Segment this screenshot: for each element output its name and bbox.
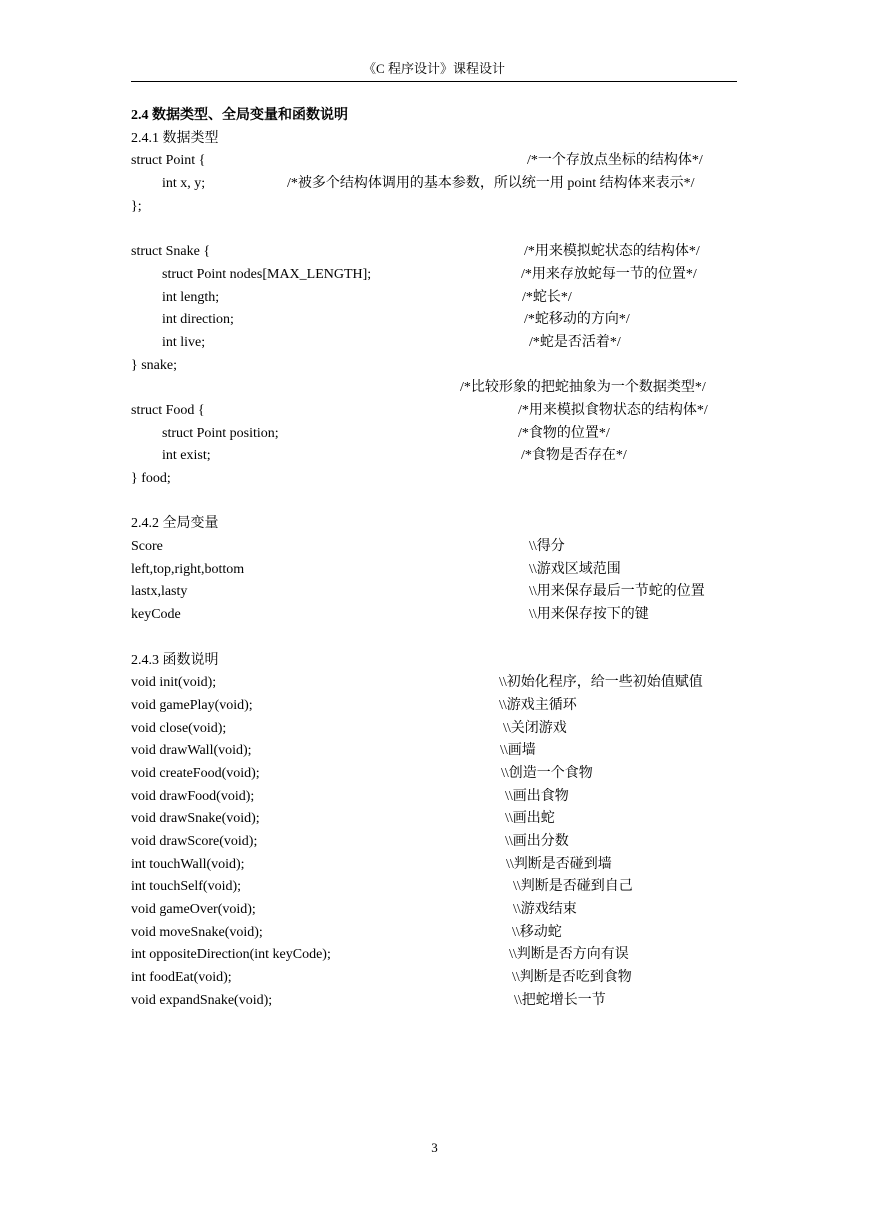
code-line [131, 332, 737, 355]
code-line [131, 287, 737, 310]
function-comment: \\判断是否碰到墙 [506, 856, 612, 872]
function-comment: \\画出分数 [505, 834, 569, 849]
function-row [131, 695, 737, 718]
code-line [131, 196, 737, 219]
global-row [131, 559, 737, 582]
function-signature: void drawWall(void); [131, 743, 252, 759]
global-comment: \\用来保存按下的键 [529, 607, 649, 623]
code-comment: /*一个存放点坐标的结构体*/ [527, 153, 703, 169]
function-signature: void moveSnake(void); [131, 924, 263, 940]
code-line [131, 355, 737, 378]
global-row [131, 604, 737, 627]
subheading-functions: 2.4.3 函数说明 [131, 652, 219, 668]
function-comment: \\判断是否方向有误 [509, 947, 629, 963]
function-signature: void createFood(void); [131, 765, 260, 781]
function-row [131, 808, 737, 831]
code-text: } food; [131, 471, 171, 486]
blank-line [131, 491, 737, 514]
function-signature: void drawSnake(void); [131, 811, 260, 827]
function-signature: void expandSnake(void); [131, 992, 273, 1008]
code-line [131, 423, 737, 446]
function-comment: \\判断是否碰到自己 [513, 879, 633, 895]
code-text: int exist; [162, 448, 211, 464]
function-row [131, 899, 737, 922]
function-signature: void gamePlay(void); [131, 697, 253, 713]
function-row [131, 990, 737, 1013]
global-row [131, 581, 737, 604]
code-comment: /*用来模拟蛇状态的结构体*/ [524, 244, 700, 260]
code-line [131, 150, 737, 173]
function-comment: \\初始化程序，给一些初始值赋值 [499, 675, 703, 691]
blank-line [131, 218, 737, 241]
running-header: 《C 程序设计》课程设计 [363, 61, 505, 76]
code-line [131, 264, 737, 287]
code-text: }; [131, 198, 142, 214]
function-row [131, 718, 737, 741]
function-row [131, 740, 737, 763]
blank-line [131, 627, 737, 650]
subheading-row [131, 128, 737, 151]
code-line [131, 309, 737, 332]
function-signature: int touchWall(void); [131, 856, 245, 872]
global-name: lastx,lasty [131, 584, 188, 600]
code-comment: /*食物是否存在*/ [521, 448, 627, 464]
function-row [131, 876, 737, 899]
function-comment: \\游戏主循环 [499, 697, 577, 713]
code-line [131, 445, 737, 468]
code-comment: /*蛇移动的方向*/ [524, 312, 630, 328]
function-row [131, 944, 737, 967]
subheading-row [131, 513, 737, 536]
code-comment: /*蛇长*/ [522, 289, 572, 305]
function-signature: void gameOver(void); [131, 902, 256, 918]
code-comment: /*被多个结构体调用的基本参数，所以统一用 point 结构体来表示*/ [287, 176, 695, 192]
section-heading-row [131, 105, 737, 128]
page-body [131, 105, 737, 1013]
function-signature: int foodEat(void); [131, 970, 232, 986]
code-text: } snake; [131, 357, 177, 373]
global-name: keyCode [131, 607, 181, 623]
function-comment: \\关闭游戏 [503, 720, 567, 736]
function-signature: int touchSelf(void); [131, 879, 242, 895]
function-comment: \\画出食物 [505, 788, 569, 804]
function-comment: \\移动蛇 [512, 924, 562, 940]
code-line [131, 377, 737, 400]
global-row [131, 536, 737, 559]
code-text: struct Point nodes[MAX_LENGTH]; [162, 266, 372, 282]
code-text: int live; [162, 334, 206, 350]
code-line [131, 241, 737, 264]
code-comment: /*食物的位置*/ [518, 425, 610, 441]
subheading-globals: 2.4.2 全局变量 [131, 516, 219, 532]
code-text: struct Point { [131, 153, 206, 169]
page-number: 3 [431, 1140, 438, 1155]
global-comment: \\得分 [529, 539, 565, 555]
function-comment: \\创造一个食物 [501, 765, 593, 781]
code-text: struct Point position; [162, 425, 279, 441]
function-signature: void close(void); [131, 720, 227, 736]
code-comment: /*比较形象的把蛇抽象为一个数据类型*/ [460, 380, 706, 396]
function-row [131, 786, 737, 809]
code-line [131, 400, 737, 423]
function-comment: \\画墙 [500, 743, 536, 759]
function-comment: \\画出蛇 [505, 811, 555, 827]
function-row [131, 672, 737, 695]
section-heading: 2.4 数据类型、全局变量和函数说明 [131, 108, 348, 123]
code-text: int length; [162, 289, 220, 305]
subheading-datatypes: 2.4.1 数据类型 [131, 130, 219, 146]
global-name: Score [131, 539, 163, 555]
code-comment: /*蛇是否活着*/ [529, 334, 621, 350]
code-text: int x, y; [162, 176, 206, 192]
function-signature: int oppositeDirection(int keyCode); [131, 947, 331, 963]
function-row [131, 967, 737, 990]
code-text: struct Food { [131, 402, 205, 418]
function-comment: \\游戏结束 [513, 902, 577, 918]
code-comment: /*用来模拟食物状态的结构体*/ [518, 402, 708, 418]
function-row [131, 854, 737, 877]
global-comment: \\游戏区域范围 [529, 561, 621, 577]
function-row [131, 763, 737, 786]
subheading-row [131, 650, 737, 673]
global-comment: \\用来保存最后一节蛇的位置 [529, 584, 705, 600]
code-text: struct Snake { [131, 244, 211, 260]
function-signature: void init(void); [131, 675, 217, 691]
global-name: left,top,right,bottom [131, 561, 245, 577]
function-row [131, 922, 737, 945]
function-row [131, 831, 737, 854]
function-comment: \\判断是否吃到食物 [512, 970, 632, 986]
code-text: int direction; [162, 312, 234, 328]
function-signature: void drawScore(void); [131, 834, 258, 849]
function-comment: \\把蛇增长一节 [514, 992, 606, 1008]
header-rule [131, 81, 737, 82]
code-comment: /*用来存放蛇每一节的位置*/ [521, 266, 697, 282]
code-line [131, 173, 737, 196]
function-signature: void drawFood(void); [131, 788, 255, 804]
code-line [131, 468, 737, 491]
